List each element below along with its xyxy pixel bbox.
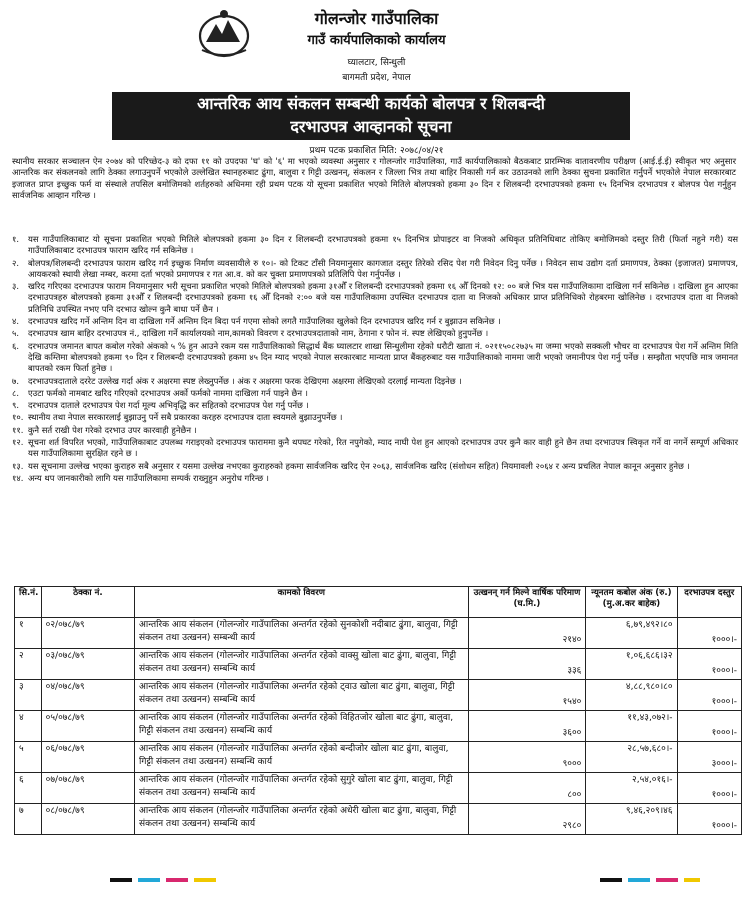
cell-min-bid: ९,४६,२०९।४६ <box>586 804 677 835</box>
clause-item <box>12 461 738 472</box>
clause-item <box>12 258 738 281</box>
cell-min-bid: २८,५७,६८०।- <box>586 742 677 773</box>
notice-title-line2: दरभाउपत्र आव्हानको सूचना <box>290 117 452 136</box>
clause-item <box>12 281 738 315</box>
cell-contract-no: ०५/०७८/७९ <box>41 711 134 742</box>
clause-item <box>12 388 738 399</box>
org-name: गोलन्जोर गाउँपालिका <box>314 9 439 28</box>
table-row <box>15 804 742 835</box>
clause-number: ८. <box>12 387 20 398</box>
table-row <box>15 773 742 804</box>
cell-fee: १०००।- <box>677 649 742 680</box>
cell-min-bid: ६,७९,४९२।८० <box>586 618 677 649</box>
clause-number: १०. <box>12 412 24 423</box>
cell-description: आन्तरिक आय संकलन (गोलन्जोर गाउँपालिका अन्तर्गत रहेको अधेरी खोला बाट ढुंगा, बालुवा, गिट्टी संकलन तथा उत्खनन) सम्बन्धि कार्य <box>135 804 468 835</box>
clause-text: बोलपत्र/शिलबन्दी दरभाउपत्र फाराम खरिद गर्न इच्छुक निर्माण व्यवसायीले रु १०।- को टिकट टाँसी नियमानुसार कागजात दस्तुर तिरेको रसिद पेश गरी निवेदन दिनु पर्नेछ । निवेदन साथ उद्योग दर्ता प्रमाणपत्र, ठेक्का (इजाजत) प्रमाणपत्र, आयकरको स्थायी लेखा नम्बर, करमा दर्ता भएको प्रमाणपत्र र गत आ.व. को कर चुक्ता प्रमाणपत्रको प्रतिलिपि पेश गर्नुपर्नेछ । <box>28 257 738 279</box>
cell-quantity: ८०० <box>468 773 586 804</box>
cell-fee: १०००।- <box>677 680 742 711</box>
cell-contract-no: ०४/०७८/७९ <box>41 680 134 711</box>
color-mark-black <box>110 878 132 882</box>
cell-fee: १०००।- <box>677 773 742 804</box>
cell-quantity: ३६०० <box>468 711 586 742</box>
clause-number: ३. <box>12 281 20 292</box>
clause-number: १३. <box>12 460 24 471</box>
clause-text: दरभाउपत्र दाताले दरभाउपत्र पेश गर्दा मूल्य अभिवृद्धि कर सहितको दरभाउपत्र पेश गर्नु पर्नेछ । <box>28 400 309 411</box>
table-row <box>15 711 742 742</box>
table-header-row <box>15 587 742 618</box>
cell-fee: ३०००।- <box>677 742 742 773</box>
cell-min-bid: ११,४३,०७२।- <box>586 711 677 742</box>
intro-paragraph: स्थानीय सरकार सञ्चालन ऐन २०७४ को परिच्छेद-३ को दफा ११ को उपदफा 'घ' को '६' मा भएको व्यवस्था अनुसार र गोलन्जोर गाउँपालिका, गाउँ कार्यपालिकाको बैठकबाट प्रारम्भिक वातावरणीय परीक्षण (आई.ई.ई) स्वीकृत भए अनुसार आन्तरिक कर संकलनको लागि ठेक्का लगाउनुपर्ने भएकोले उल्लेखित स्थानहरुबाट ढुंगा, बालुवा र गिट्टी उत्खनन्, संकलन र जिल्ला भित्र तथा बाहिर निकासी गर्न कर उठाउनको लागि ठेक्का सुचना प्रकाशित गर्नुपर्ने भएकोले नेपाल सरकारबाट इजाजत प्राप्त इच्छुक फर्म वा संस्थाले तपसिल बमोजिमको शर्तहरुको अधिनमा रही प्रथम पटक यो सूचना प्रकाशित भएको मितिले बोलपत्रको हकमा ३० दिन र शिलबन्दी दरभाउपत्रको हकमा १५ दिनभित्र दरभाउपत्र र बोलपत्र पेश गर्नुहुन सार्वजनिक आव्हान गरिन्छ । <box>12 156 736 200</box>
header-fee: दरभाउपत्र दस्तुर <box>677 587 742 618</box>
clause-item <box>12 473 738 484</box>
clause-text: दरभाउपत्र खरिद गर्ने अन्तिम दिन वा दाखिला गर्ने अन्तिम दिन बिदा पर्न गएमा सोको लगतै गाउँपालिका खुलेको दिन दरभाउपत्र खरिद गर्न र बुझाउन सकिनेछ । <box>28 316 501 327</box>
cell-contract-no: ०८/०७८/७९ <box>41 804 134 835</box>
clause-number: ७. <box>12 375 20 386</box>
color-mark-cyan <box>628 878 650 882</box>
clause-text: दरभाउपत्र जमानत बापत कबोल गरेको अंकको ५ % हुन आउने रकम यस गाउँपालिकाको सिद्धार्थ बैंक घ्यालटार शाखा सिन्धुलीमा रहेको धरौटी खाता नं. ०२११५०८२७३५ मा जम्मा भएको सक्कली भौचर वा दरभाउपत्र पेश गर्ने अन्तिम मिति देखि कम्तिमा बोलपत्रको हकमा ९० दिन र शिलबन्दी दरभाउपत्रको हकमा ४५ दिन म्याद भएको नेपाल सरकारबाट मान्यता प्राप्त बैंकहरुबाट यस गाउँपालिकाको नाममा जारी भएको जमानीपत्र पेश गर्नु पर्नेछ । सम्झौता भएपछि मात्र जमानत बापतको रकम फिर्ता हुनेछ । <box>28 340 738 374</box>
header-quantity: उत्खनन् गर्न मिल्ने वार्षिक परिमाण (घ.मि.) <box>468 587 586 618</box>
cell-description: आन्तरिक आय संकलन (गोलन्जोर गाउँपालिका अन्तर्गत रहेको विहितजोर खोला बाट ढुंगा, बालुवा, गिट्टी संकलन तथा उत्खनन) सम्बन्धि कार्य <box>135 711 468 742</box>
clause-item <box>12 234 738 257</box>
table-row <box>15 618 742 649</box>
clause-text: स्थानीय तथा नेपाल सरकारलाई बुझाउनु पर्ने सबै प्रकारका करहरु दरभाउपत्र दाता स्वयमले बुझाउनुपर्नेछ । <box>28 412 343 423</box>
clause-text: दरभाउपत्रदाताले दररेट उल्लेख गर्दा अंक र अक्षरमा स्पष्ट लेख्नुपर्नेछ । अंक र अक्षरमा फरक देखिएमा अक्षरमा लेखिएको दरलाई मान्यता दिइनेछ । <box>28 375 462 386</box>
cell-min-bid: १,०६,६८६।३२ <box>586 649 677 680</box>
header-contract-no: ठेक्का नं. <box>41 587 134 618</box>
color-mark-magenta <box>166 878 188 882</box>
cell-description: आन्तरिक आय संकलन (गोलन्जोर गाउँपालिका अन्तर्गत रहेको सुगुरे खोला बाट ढुंगा, बालुवा, गिट्टी संकलन तथा उत्खनन) सम्बन्धि कार्य <box>135 773 468 804</box>
address-line2: बागमती प्रदेश, नेपाल <box>342 73 411 83</box>
clause-number: १४. <box>12 472 24 483</box>
cell-sn: २ <box>15 649 42 680</box>
clause-item <box>12 316 738 327</box>
cell-quantity: २९८० <box>468 804 586 835</box>
cell-contract-no: ०६/०७८/७९ <box>41 742 134 773</box>
clause-list <box>12 234 738 485</box>
cell-contract-no: ०२/०७८/७९ <box>41 618 134 649</box>
clause-item <box>12 412 738 423</box>
cell-fee: १०००।- <box>677 618 742 649</box>
cell-quantity: १५४० <box>468 680 586 711</box>
header-sn: सि.नं. <box>15 587 42 618</box>
cell-fee: १०००।- <box>677 804 742 835</box>
cell-quantity: ९००० <box>468 742 586 773</box>
cell-sn: ३ <box>15 680 42 711</box>
cell-fee: १०००।- <box>677 711 742 742</box>
cell-sn: ४ <box>15 711 42 742</box>
clause-item <box>12 437 738 460</box>
cell-min-bid: २,५४,०१६।- <box>586 773 677 804</box>
clause-text: यस सूचनामा उल्लेख भएका कुराहरु सबै अनुसार र यसमा उल्लेख नभएका कुराहरुको हकमा सार्वजनिक खरिद ऐन २०६३, सार्वजनिक खरिद (संशोधन सहित) नियमावली २०६४ र अन्य प्रचलित नेपाल कानून अनुसार हुनेछ । <box>28 460 690 471</box>
color-mark-magenta <box>656 878 678 882</box>
clause-text: कुनै सर्त राखी पेश गरेको दरभाउ उपर कारवाही हुनेछैन । <box>28 424 197 435</box>
clause-number: ११. <box>12 424 24 435</box>
cell-description: आन्तरिक आय संकलन (गोलन्जोर गाउँपालिका अन्तर्गत रहेको वाक्सु खोला बाट ढुंगा, बालुवा, गिट्टी संकलन तथा उत्खनन) सम्बन्धि कार्य <box>135 649 468 680</box>
table-row <box>15 649 742 680</box>
cell-contract-no: ०३/०७८/७९ <box>41 649 134 680</box>
cell-sn: ७ <box>15 804 42 835</box>
notice-title-line1: आन्तरिक आय संकलन सम्बन्धी कार्यको बोलपत्र र शिलबन्दी <box>197 94 545 113</box>
clause-number: १. <box>12 234 20 244</box>
clause-number: १२. <box>12 437 24 448</box>
clause-item <box>12 376 738 387</box>
notice-title-box <box>112 92 630 140</box>
clause-item <box>12 341 738 375</box>
address-line1: घ्यालटार, सिन्धुली <box>347 58 406 68</box>
cell-sn: १ <box>15 618 42 649</box>
contracts-table <box>14 586 742 835</box>
print-color-marks <box>110 878 700 884</box>
clause-number: ४. <box>12 316 20 327</box>
color-mark-black <box>600 878 622 882</box>
clause-text: एउटा फर्मको नामबाट खरिद गरिएको दरभाउपत्र अर्को फर्मको नाममा दाखिला गर्न पाइने छैन । <box>28 387 308 398</box>
color-mark-cyan <box>138 878 160 882</box>
cell-min-bid: ४,८८,९८०।८० <box>586 680 677 711</box>
cell-quantity: २१४० <box>468 618 586 649</box>
clause-text: सूचना शर्त विपरित भएको, गाउँपालिकाबाट उपलब्ध गराइएको दरभाउपत्र फाराममा कुनै थपघट गरेको, रित नपुगेको, म्याद नाघी पेश हुन आएको दरभाउपत्र उपर कुनै कार वाही हुने छैन तथा दरभाउपत्र स्विकृत गर्ने वा नगर्ने सम्पूर्ण अधिकार यस गाउँपालिकामा सुरक्षित रहने छ । <box>28 437 738 459</box>
cell-contract-no: ०७/०७८/७९ <box>41 773 134 804</box>
clause-number: ९. <box>12 400 20 411</box>
cell-sn: ५ <box>15 742 42 773</box>
cell-description: आन्तरिक आय संकलन (गोलन्जोर गाउँपालिका अन्तर्गत रहेको बन्दीजोर खोला बाट ढुंगा, बालुवा, गिट्टी संकलन तथा उत्खनन) सम्बन्धि कार्य <box>135 742 468 773</box>
clause-text: अन्य थप जानकारीको लागि यस गाउँपालिकामा सम्पर्क राख्नुहुन अनुरोध गरिन्छ । <box>28 472 269 483</box>
clause-item <box>12 425 738 436</box>
header-description: कामको विवरण <box>135 587 468 618</box>
color-mark-yellow <box>684 878 700 882</box>
cell-quantity: ३३६ <box>468 649 586 680</box>
clause-number: २. <box>12 257 20 268</box>
clause-number: ६. <box>12 340 20 351</box>
header-min-bid: न्यूनतम कबोल अंक (रु.) (मु.अ.कर बाहेक) <box>586 587 677 618</box>
cell-sn: ६ <box>15 773 42 804</box>
clause-text: दरभाउपत्र खाम बाहिर दरभाउपत्र नं., दाखिला गर्ने कार्यालयको नाम,कामको विवरण र दरभाउपत्रदाताको नाम, ठेगाना र फोन नं. स्पष्ट लेखिएको हुनुपर्नेछ । <box>28 328 489 339</box>
office-name: गाउँ कार्यपालिकाको कार्यालय <box>307 33 446 48</box>
publication-date: प्रथम पटक प्रकाशित मिति: २०७८/०४/२१ <box>309 146 444 156</box>
clause-text: खरिद गरिएका दरभाउपत्र फाराम नियमानुसार भरी सूचना प्रकाशित भएको मितिले बोलपत्रको हकमा ३१औँ र शिलबन्दी दरभाउपत्रको हकमा १६ औँ दिनको १२: ०० बजे भित्र यस गाउँपालिकामा दाखिला गर्न सकिनेछ । दाखिला हुन आएका दरभाउपत्रहरु बोलपत्रको हकमा ३१औँ र शिलबन्दी दरभाउपत्रको हकमा १६ औँ दिनको २:०० बजे यस गाउँपालिकामा उपस्थित दरभाउपत्र दाता वा निजको अधिकार प्राप्त प्रतिनिधिको रोहबरमा खोलिनेछ । दरभाउपत्र दाता वा निजको प्रतिनिधि उपस्थित नभए पनि दरभाउ खोल्न कुनै बाधा पर्ने छैन । <box>28 281 738 314</box>
table-row <box>15 742 742 773</box>
table-row <box>15 680 742 711</box>
cell-description: आन्तरिक आय संकलन (गोलन्जोर गाउँपालिका अन्तर्गत रहेको ट्वाउ खोला बाट ढुंगा, बालुवा, गिट्टी संकलन तथा उत्खनन) सम्बन्धि कार्य <box>135 680 468 711</box>
color-mark-yellow <box>194 878 216 882</box>
table-body <box>15 618 742 835</box>
clause-item <box>12 400 738 411</box>
clause-text: यस गाउँपालिकाबाट यो सूचना प्रकाशित भएको मितिले बोलपत्रको हकमा ३० दिन र शिलबन्दी दरभाउपत्रको हकमा १५ दिनभित्र प्रोपाइटर वा निजको अधिकृत प्रतिनिधिबाट तोकिए बमोजिमको दस्तुर तिरी (फिर्ता नहुने गरी) यस गाउँपालिकाबाट दरभाउपत्र फाराम खरिद गर्न सकिनेछ । <box>28 234 738 256</box>
clause-number: ५. <box>12 328 20 339</box>
cell-description: आन्तरिक आय संकलन (गोलन्जोर गाउँपालिका अन्तर्गत रहेको सुनकोशी नदीबाट ढुंगा, बालुवा, गिट्टी संकलन तथा उत्खनन) सम्बन्धी कार्य <box>135 618 468 649</box>
clause-item <box>12 328 738 339</box>
